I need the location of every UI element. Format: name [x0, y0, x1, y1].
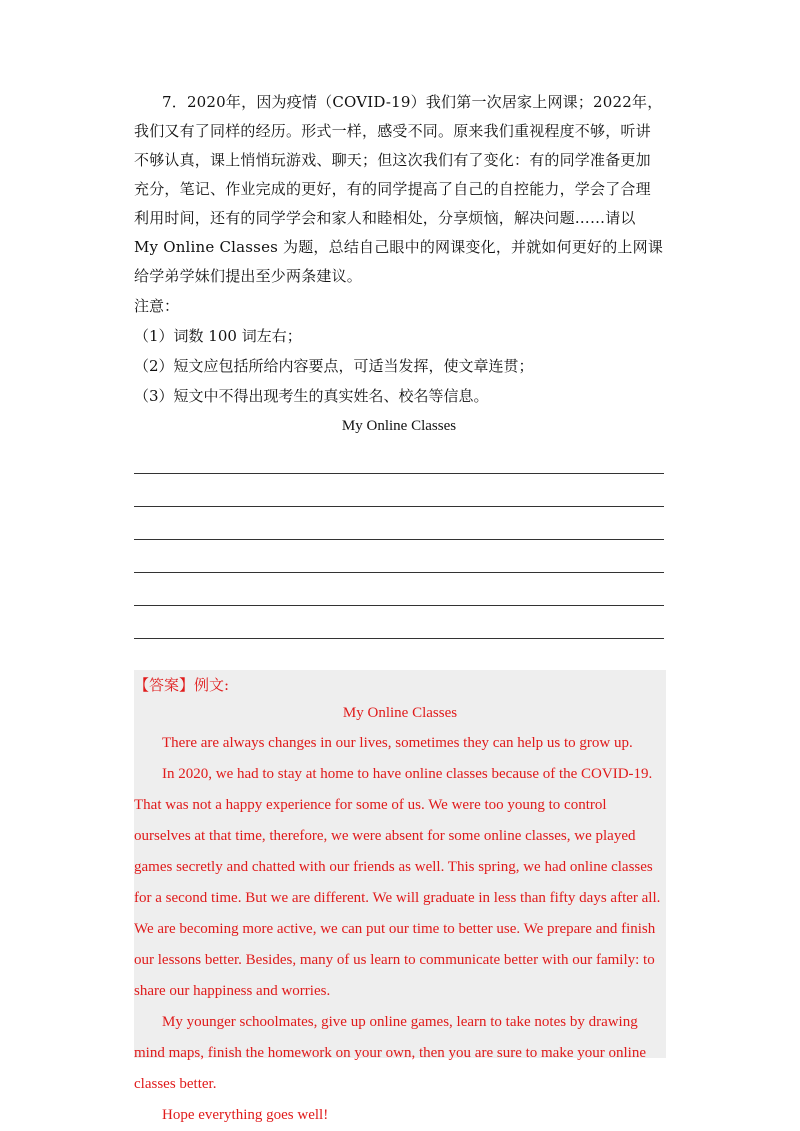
writing-line[interactable] [134, 474, 664, 507]
note-item: （2）短文应包括所给内容要点，可适当发挥，使文章连贯； [134, 357, 534, 375]
note-item: （3）短文中不得出现考生的真实姓名、校名等信息。 [134, 387, 489, 405]
answer-title: My Online Classes [342, 705, 458, 721]
writing-lines [134, 441, 664, 705]
writing-line[interactable] [134, 606, 664, 639]
answer-section [134, 670, 666, 1123]
answer-paragraph: In 2020, we had to stay at home to have online classes because of the COVID-19. That was not a happy experience for some of us. We were too young to control ourselves at that time, therefore, we were absent for some online classes, we played games secretly and chatted with our friends as well. This spring, we had online classes for a second time. But we are different. We will graduate in less than fifty days after all. We are becoming more active, we can put our time to better use. We prepare and finish our lessons better. Besides, many of us learn to communicate better with our family: to share our happiness and worries. [134, 766, 661, 999]
writing-line[interactable] [134, 639, 664, 672]
writing-line[interactable] [134, 540, 664, 573]
writing-line[interactable] [134, 573, 664, 606]
answer-paragraph: My younger schoolmates, give up online games, learn to take notes by drawing mind maps, finish the homework on your own, then you are sure to make your online classes better. [134, 1014, 646, 1092]
answer-paragraph: Hope everything goes well! [162, 1107, 329, 1123]
notes-label: 注意： [134, 297, 180, 315]
answer-label: 【答案】例文: [134, 676, 230, 694]
writing-line[interactable] [134, 441, 664, 474]
question-section [134, 88, 664, 705]
note-item: （1）词数 100 词左右； [134, 327, 302, 345]
answer-paragraph: There are always changes in our lives, sometimes they can help us to grow up. [162, 735, 633, 751]
essay-title: My Online Classes [341, 418, 457, 434]
writing-line[interactable] [134, 507, 664, 540]
question-prompt: 7．2020年，因为疫情（COVID-19）我们第一次居家上网课；2022年，我们又有了同样的经历。形式一样，感受不同。原来我们重视程度不够，听讲不够认真，课上悄悄玩游戏、聊天；但这次我们有了变化：有的同学准备更加充分，笔记、作业完成的更好，有的同学提高了自己的自控能力，学会了合理利用时间，还有的同学学会和家人和睦相处，分享烦恼，解决问题……请以 My Online Classes 为题，总结自己眼中的网课变化，并就如何更好的上网课给学弟学妹们提出至少两条建议。 [134, 93, 664, 285]
